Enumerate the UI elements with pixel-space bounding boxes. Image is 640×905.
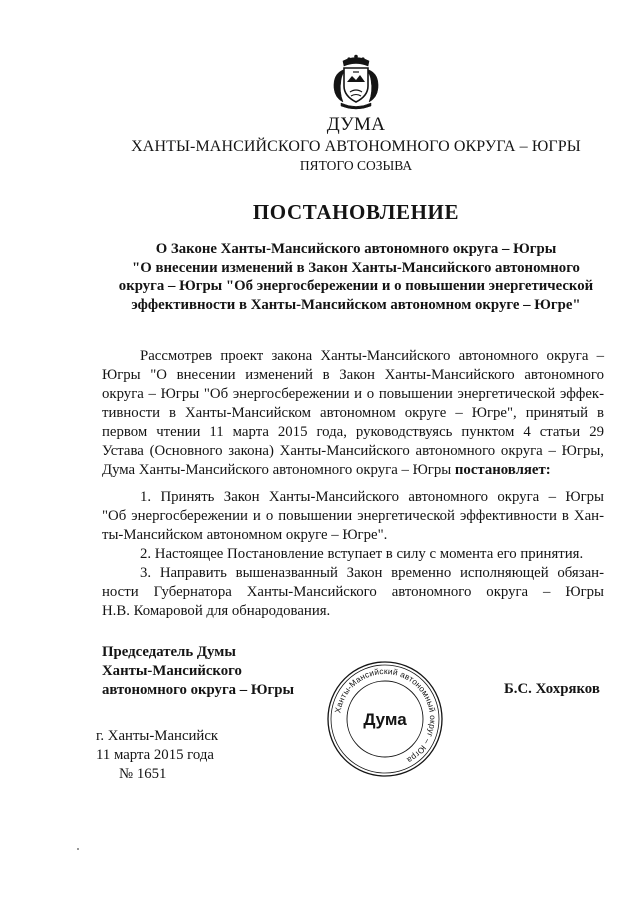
document-issuer-title: ДУМА: [326, 114, 386, 135]
preamble-last-line: [102, 461, 604, 480]
signer-position-line: Председатель Думы: [102, 644, 236, 660]
issue-date: 11 марта 2015 года: [96, 747, 214, 763]
preamble-line: округа – Югры "Об энергосбережении и о повышении энергетической эффек-: [102, 386, 604, 402]
subject-line: эффективности в Ханты-Мансийском автономном округе – Югре": [131, 296, 581, 313]
item-line: 2. Настоящее Постановление вступает в силу с момента его принятия.: [140, 546, 584, 562]
preamble-line: Рассмотрев проект закона Ханты-Мансийского автономного округа –: [140, 348, 604, 364]
signer-position: [102, 643, 294, 700]
signer-position-line: автономного округа – Югры: [102, 682, 295, 698]
scan-speck: [77, 848, 79, 850]
document-title: ПОСТАНОВЛЕНИЕ: [252, 200, 460, 224]
document-number: № 1651: [119, 766, 167, 782]
decision-word: постановляет:: [454, 462, 551, 478]
issue-place: г. Ханты-Мансийск: [96, 728, 219, 744]
preamble-line: тивности в Ханты-Мансийском автономном округе – Югре", принятый в: [102, 405, 604, 421]
preamble-line: Устава (Основного закона) Ханты-Мансийского автономного округа – Югры,: [102, 443, 604, 459]
item-line: 3. Направить вышеназванный Закон временно исполняющей обязан-: [140, 565, 604, 581]
item-line: "Об энергосбережении и о повышении энергетической эффективности в Хан-: [102, 508, 604, 524]
preamble-line: первом чтении 11 марта 2015 года, руководствуясь пунктом 4 статьи 29: [102, 424, 604, 440]
official-seal-stamp: [326, 660, 444, 778]
signer-name: Б.С. Хохряков: [504, 681, 600, 697]
subject-line: О Законе Ханты-Мансийского автономного округа – Югры: [155, 241, 557, 257]
coat-of-arms-emblem: [331, 52, 381, 110]
preamble-line: Дума Ханты-Мансийского автономного округа – Югры: [102, 462, 455, 478]
document-issuer-region: ХАНТЫ-МАНСИЙСКОГО АВТОНОМНОГО ОКРУГА – ЮГРЫ: [131, 138, 581, 155]
seal-ring-text: Ханты-Мансийский автономный округ – Югра: [332, 665, 439, 766]
subject-line: "О внесении изменений в Закон Ханты-Мансийского автономного: [132, 259, 580, 276]
seal-center-text: Дума: [363, 710, 407, 729]
subject-line: округа – Югры "Об энергосбережении и о повышении энергетической: [118, 278, 594, 295]
document-issuer-convocation: ПЯТОГО СОЗЫВА: [299, 158, 413, 173]
place-date-number: [96, 727, 218, 784]
item-line: ты-Мансийском автономном округе – Югре".: [102, 527, 388, 543]
signer-position-line: Ханты-Мансийского: [102, 663, 242, 679]
item-line: ности Губернатора Ханты-Мансийского автономного округа – Югры: [102, 584, 604, 600]
item-line: 1. Принять Закон Ханты-Мансийского автономного округа – Югры: [140, 489, 604, 505]
document-subject: [110, 240, 602, 314]
preamble-line: Югры "О внесении изменений в Закон Ханты-Мансийского автономного: [102, 367, 604, 383]
item-line: Н.В. Комаровой для обнародования.: [102, 603, 331, 619]
